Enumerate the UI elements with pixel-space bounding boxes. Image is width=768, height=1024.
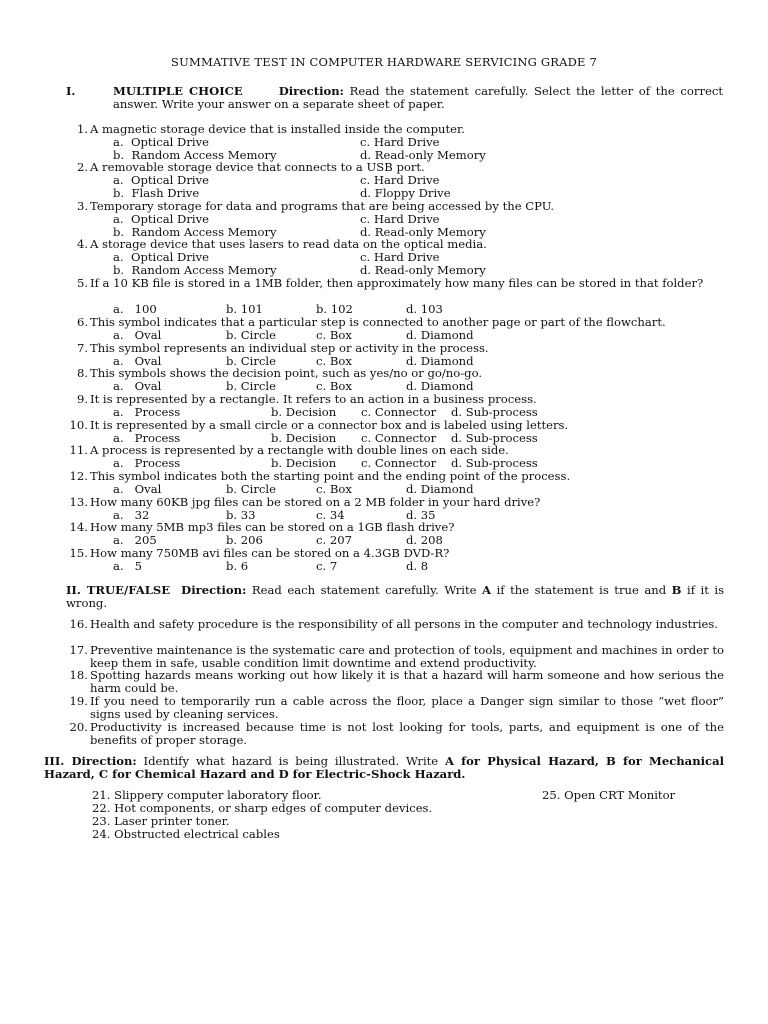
option-d: d. Read-only Memory bbox=[360, 224, 486, 239]
question-text: A removable storage device that connects to a USB port. bbox=[90, 160, 425, 174]
section-2-header bbox=[66, 584, 724, 610]
question-number: 13. bbox=[69, 495, 88, 509]
item-number: 24. bbox=[92, 827, 111, 841]
question-number: 12. bbox=[69, 469, 88, 483]
item-text: Spotting hazards means working out how likely it is that a hazard will harm someone and how serious the harm could be. bbox=[90, 668, 724, 695]
item-number: 20. bbox=[69, 720, 88, 734]
option-b: b. 101 bbox=[226, 302, 263, 316]
option-c: c. Box bbox=[316, 379, 352, 393]
question-number: 10. bbox=[69, 418, 88, 432]
option-b: b. Decision bbox=[271, 456, 337, 470]
question-number: 4. bbox=[76, 237, 88, 251]
section-1-direction bbox=[113, 85, 723, 111]
option-b: b. Random Access Memory bbox=[113, 147, 277, 162]
option-c: c. Hard Drive bbox=[360, 250, 440, 264]
option-d: d. Diamond bbox=[406, 328, 474, 342]
option-b: b. Decision bbox=[271, 405, 337, 419]
option-a: a. Oval bbox=[113, 379, 162, 393]
question-text: A process is represented by a rectangle with double lines on each side. bbox=[90, 443, 509, 457]
option-b: b. Flash Drive bbox=[113, 185, 200, 200]
option-c: c. 207 bbox=[316, 533, 352, 547]
page-title: SUMMATIVE TEST IN COMPUTER HARDWARE SERVICING GRADE 7 bbox=[171, 55, 597, 69]
option-c: c. Hard Drive bbox=[360, 173, 440, 187]
option-d: d. 35 bbox=[406, 508, 436, 522]
question-number: 6. bbox=[76, 315, 88, 329]
question-number: 3. bbox=[76, 199, 88, 213]
option-b: b. Circle bbox=[226, 482, 276, 496]
item-number: 25. bbox=[542, 788, 561, 802]
option-b: b. 206 bbox=[226, 533, 263, 547]
item-text: Health and safety procedure is the responsibility of all persons in the computer and technology industries. bbox=[90, 617, 719, 631]
question-number: 5. bbox=[76, 276, 88, 290]
hazard-item-25 bbox=[542, 789, 675, 802]
option-d: d. 103 bbox=[406, 302, 443, 316]
option-b: b. 6 bbox=[226, 559, 249, 573]
section-2-direction-label: Direction: bbox=[181, 583, 247, 597]
option-b: b. Random Access Memory bbox=[113, 262, 277, 277]
item-text: Obstructed electrical cables bbox=[110, 827, 280, 841]
item-text: Slippery computer laboratory floor. bbox=[110, 788, 322, 802]
option-d: d. Sub-process bbox=[451, 431, 538, 445]
option-d: d. Floppy Drive bbox=[360, 185, 451, 200]
item-number: 17. bbox=[69, 643, 88, 657]
option-a: a. Process bbox=[113, 456, 181, 470]
question-text: How many 750MB avi files can be stored on a 4.3GB DVD-R? bbox=[90, 546, 450, 560]
question-text: This symbols shows the decision point, such as yes/no or go/no-go. bbox=[90, 366, 483, 380]
hazard-item-23 bbox=[92, 815, 230, 828]
section-2-false-letter: B bbox=[671, 583, 682, 597]
option-a: a. Optical Drive bbox=[113, 135, 210, 149]
section-2-direction-post: if it is wrong. bbox=[66, 583, 725, 610]
section-3-direction-bold: A for Physical Hazard, B for Mechanical Hazard, C for Chemical Hazard and D for Electric-Shock Hazard. bbox=[44, 754, 725, 781]
question-number: 8. bbox=[76, 366, 88, 380]
option-c: b. 102 bbox=[316, 302, 353, 316]
option-c: c. Box bbox=[316, 354, 352, 368]
option-d: d. 8 bbox=[406, 559, 429, 573]
item-text: Laser printer toner. bbox=[110, 814, 230, 828]
section-3-header bbox=[44, 755, 724, 781]
option-a: a. Process bbox=[113, 431, 181, 445]
question-text: Temporary storage for data and programs that are being accessed by the CPU. bbox=[90, 199, 555, 213]
hazard-item-22 bbox=[92, 802, 432, 815]
question-number: 2. bbox=[76, 160, 88, 174]
item-text: Open CRT Monitor bbox=[560, 788, 676, 802]
option-d: d. Sub-process bbox=[451, 456, 538, 470]
option-c: c. 34 bbox=[316, 508, 345, 522]
option-b: b. Random Access Memory bbox=[113, 224, 277, 239]
section-1-direction-label: Direction: bbox=[278, 84, 344, 98]
item-text: Productivity is increased because time is not lost looking for tools, parts, and equipment is one of the benefits of proper storage. bbox=[90, 720, 724, 747]
question-number: 14. bbox=[69, 520, 88, 534]
section-1-heading: MULTIPLE CHOICE bbox=[113, 84, 243, 98]
question-text: How many 60KB jpg files can be stored on a 2 MB folder in your hard drive? bbox=[90, 495, 541, 509]
option-b: b. Circle bbox=[226, 328, 276, 342]
option-a: a. 32 bbox=[113, 508, 150, 522]
option-a: a. 100 bbox=[113, 302, 157, 316]
section-1-numeral: I. bbox=[66, 84, 76, 98]
section-3-heading: III. Direction: bbox=[44, 754, 137, 768]
item-number: 22. bbox=[92, 801, 111, 815]
option-c: c. Box bbox=[316, 328, 352, 342]
item-number: 16. bbox=[69, 617, 88, 631]
option-d: d. Diamond bbox=[406, 482, 474, 496]
option-c: c. 7 bbox=[316, 559, 338, 573]
option-c: c. Connector bbox=[361, 405, 437, 419]
item-text: Hot components, or sharp edges of computer devices. bbox=[110, 801, 433, 815]
option-a: a. Optical Drive bbox=[113, 173, 210, 187]
option-b: b. 33 bbox=[226, 508, 256, 522]
item-number: 19. bbox=[69, 694, 88, 708]
item-number: 23. bbox=[92, 814, 111, 828]
question-text: If a 10 KB file is stored in a 1MB folder, then approximately how many files can be stored in that folder? bbox=[90, 276, 704, 290]
question-text: A storage device that uses lasers to read data on the optical media. bbox=[90, 237, 487, 251]
section-2-heading: II. TRUE/FALSE bbox=[66, 583, 171, 597]
option-d: d. Read-only Memory bbox=[360, 147, 486, 162]
option-d: d. Read-only Memory bbox=[360, 262, 486, 277]
item-number: 21. bbox=[92, 788, 111, 802]
question-number: 11. bbox=[69, 443, 88, 457]
section-1-direction-text: Read the statement carefully. Select the letter of the correct answer. Write your answer on a separate sheet of paper. bbox=[113, 84, 723, 111]
option-a: a. 205 bbox=[113, 533, 157, 547]
question-text: It is represented by a small circle or a connector box and is labeled using letters. bbox=[90, 418, 569, 432]
option-a: a. 5 bbox=[113, 559, 143, 573]
option-c: c. Connector bbox=[361, 456, 437, 470]
option-c: c. Box bbox=[316, 482, 352, 496]
question-text: A magnetic storage device that is installed inside the computer. bbox=[90, 122, 465, 136]
option-a: a. Oval bbox=[113, 482, 162, 496]
item-text: If you need to temporarily run a cable across the floor, place a Danger sign similar to those “wet floor” signs used by cleaning services. bbox=[90, 694, 724, 721]
question-number: 15. bbox=[69, 546, 88, 560]
option-d: d. 208 bbox=[406, 533, 443, 547]
question-text: How many 5MB mp3 files can be stored on a 1GB flash drive? bbox=[90, 520, 455, 534]
question-number: 1. bbox=[76, 122, 88, 136]
hazard-item-24 bbox=[92, 828, 280, 841]
section-2-direction-mid: if the statement is true and bbox=[496, 583, 667, 597]
option-d: d. Diamond bbox=[406, 354, 474, 368]
question-text: This symbol indicates that a particular step is connected to another page or part of the flowchart. bbox=[90, 315, 666, 329]
option-c: c. Hard Drive bbox=[360, 135, 440, 149]
question-text: This symbol indicates both the starting point and the ending point of the process. bbox=[90, 469, 571, 483]
option-a: a. Process bbox=[113, 405, 181, 419]
section-3-direction-text: Identify what hazard is being illustrated. Write bbox=[143, 754, 439, 768]
hazard-item-21 bbox=[92, 789, 322, 802]
option-b: b. Circle bbox=[226, 379, 276, 393]
section-2-true-letter: A bbox=[482, 583, 492, 597]
option-a: a. Oval bbox=[113, 328, 162, 342]
option-a: a. Oval bbox=[113, 354, 162, 368]
question-number: 7. bbox=[76, 341, 88, 355]
option-a: a. Optical Drive bbox=[113, 212, 210, 226]
item-text: Preventive maintenance is the systematic care and protection of tools, equipment and machines in order to keep them in safe, usable condition limit downtime and extend productivity. bbox=[90, 643, 724, 670]
option-c: c. Connector bbox=[361, 431, 437, 445]
option-c: c. Hard Drive bbox=[360, 212, 440, 226]
question-number: 9. bbox=[76, 392, 88, 406]
option-d: d. Diamond bbox=[406, 379, 474, 393]
item-number: 18. bbox=[69, 668, 88, 682]
question-text: It is represented by a rectangle. It refers to an action in a business process. bbox=[90, 392, 537, 406]
question-text: This symbol represents an individual step or activity in the process. bbox=[90, 341, 489, 355]
option-d: d. Sub-process bbox=[451, 405, 538, 419]
option-a: a. Optical Drive bbox=[113, 250, 210, 264]
option-b: b. Circle bbox=[226, 354, 276, 368]
section-2-direction-pre: Read each statement carefully. Write bbox=[251, 583, 477, 597]
option-b: b. Decision bbox=[271, 431, 337, 445]
